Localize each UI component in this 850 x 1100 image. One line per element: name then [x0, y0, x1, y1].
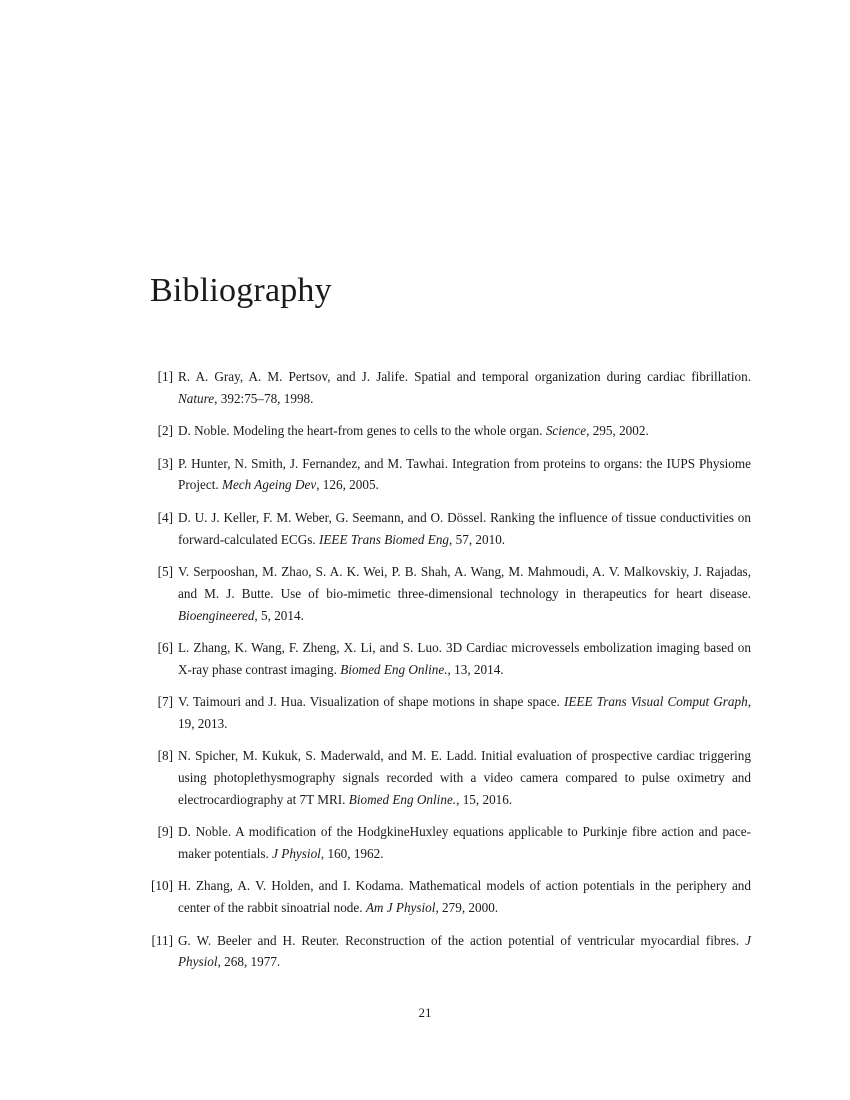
reference-label: [4] — [157, 509, 173, 525]
reference-details: , 13, 2014. — [447, 661, 504, 677]
reference-text: V. Taimouri and J. Hua. Visualization of shape motions in shape space. — [178, 694, 564, 710]
reference-text: R. A. Gray, A. M. Pertsov, and J. Jalife. Spatial and temporal organization during cardiac fibrillation. — [178, 369, 751, 384]
reference-entry — [150, 453, 751, 497]
reference-entry — [150, 691, 751, 735]
reference-entry — [150, 930, 751, 974]
reference-label: [7] — [157, 694, 173, 710]
reference-text: P. Hunter, N. Smith, J. Fernandez, and M. Tawhai. Integration from proteins to organs: the IUPS Physiome Project. — [178, 455, 751, 493]
reference-journal: Biomed Eng Online. — [340, 661, 448, 677]
reference-journal: J Physiol — [272, 846, 321, 862]
reference-details: , 19, 2013. — [178, 694, 752, 731]
reference-entry — [150, 875, 751, 919]
reference-text: D. Noble. Modeling the heart-from genes to cells to the whole organ. — [178, 423, 546, 439]
reference-journal: Nature — [178, 390, 215, 406]
reference-text: N. Spicher, M. Kukuk, S. Maderwald, and M. E. Ladd. Initial evaluation of prospective cardiac triggering using photoplethysmography signals recorded with a video camera compared to pulse oximetry and electrocardiography at 7T MRI. — [178, 748, 751, 807]
reference-details: , 295, 2002. — [586, 423, 649, 439]
reference-entry — [150, 821, 751, 865]
reference-journal: Biomed Eng Online. — [348, 791, 457, 807]
reference-details: , 15, 2016. — [456, 791, 513, 807]
reference-text: G. W. Beeler and H. Reuter. Reconstruction of the action potential of ventricular myocardial fibres. — [178, 932, 746, 948]
reference-journal: J Physiol — [178, 932, 751, 970]
reference-text: D. Noble. A modification of the HodgkineHuxley equations applicable to Purkinje fibre action and pace-maker potentials. — [178, 824, 751, 862]
reference-journal: Am J Physiol — [365, 900, 436, 916]
reference-details: , 268, 1977. — [217, 954, 281, 970]
reference-label: [8] — [157, 748, 173, 764]
reference-entry — [150, 561, 751, 626]
reference-label: [3] — [157, 455, 173, 471]
bibliography-list — [150, 366, 751, 984]
reference-label: [11] — [151, 932, 173, 948]
reference-details: , 160, 1962. — [320, 846, 384, 862]
reference-entry — [150, 366, 751, 410]
reference-label: [2] — [157, 423, 173, 439]
reference-details: , 5, 2014. — [254, 607, 304, 623]
reference-journal: IEEE Trans Visual Comput Graph — [563, 694, 748, 710]
reference-journal: Mech Ageing Dev — [221, 477, 317, 493]
reference-label: [6] — [157, 639, 173, 655]
reference-details: , 392:75–78, 1998. — [214, 390, 314, 406]
reference-text: L. Zhang, K. Wang, F. Zheng, X. Li, and S. Luo. 3D Cardiac microvessels embolization imaging based on X-ray phase contrast imaging. — [178, 639, 751, 677]
reference-details: , 57, 2010. — [449, 531, 506, 547]
reference-entry — [150, 420, 751, 442]
reference-text: H. Zhang, A. V. Holden, and I. Kodama. Mathematical models of action potentials in the periphery and center of the rabbit sinoatrial node. — [178, 878, 751, 916]
reference-text: V. Serpooshan, M. Zhao, S. A. K. Wei, P. B. Shah, A. Wang, M. Mahmoudi, A. V. Malkovskiy, J. Rajadas, and M. J. Butte. Use of bio-mimetic three-dimensional technology in therapeutics for heart disease. — [178, 563, 751, 601]
reference-label: [1] — [157, 369, 173, 384]
reference-entry — [150, 507, 751, 551]
reference-journal: Science — [545, 423, 587, 439]
reference-label: [5] — [157, 563, 173, 579]
reference-text: D. U. J. Keller, F. M. Weber, G. Seemann, and O. Dössel. Ranking the influence of tissue conductivities on forward-calculated ECGs. — [178, 509, 751, 547]
reference-label: [10] — [151, 878, 173, 894]
reference-details: , 126, 2005. — [316, 477, 379, 493]
reference-label: [9] — [157, 824, 173, 840]
reference-entry — [150, 745, 751, 810]
chapter-title: Bibliography — [150, 272, 332, 309]
page-number: 21 — [418, 1005, 432, 1020]
reference-journal: Bioengineered — [178, 607, 255, 623]
reference-entry — [150, 637, 751, 681]
reference-journal: IEEE Trans Biomed Eng — [318, 531, 450, 547]
reference-details: , 279, 2000. — [435, 900, 499, 916]
